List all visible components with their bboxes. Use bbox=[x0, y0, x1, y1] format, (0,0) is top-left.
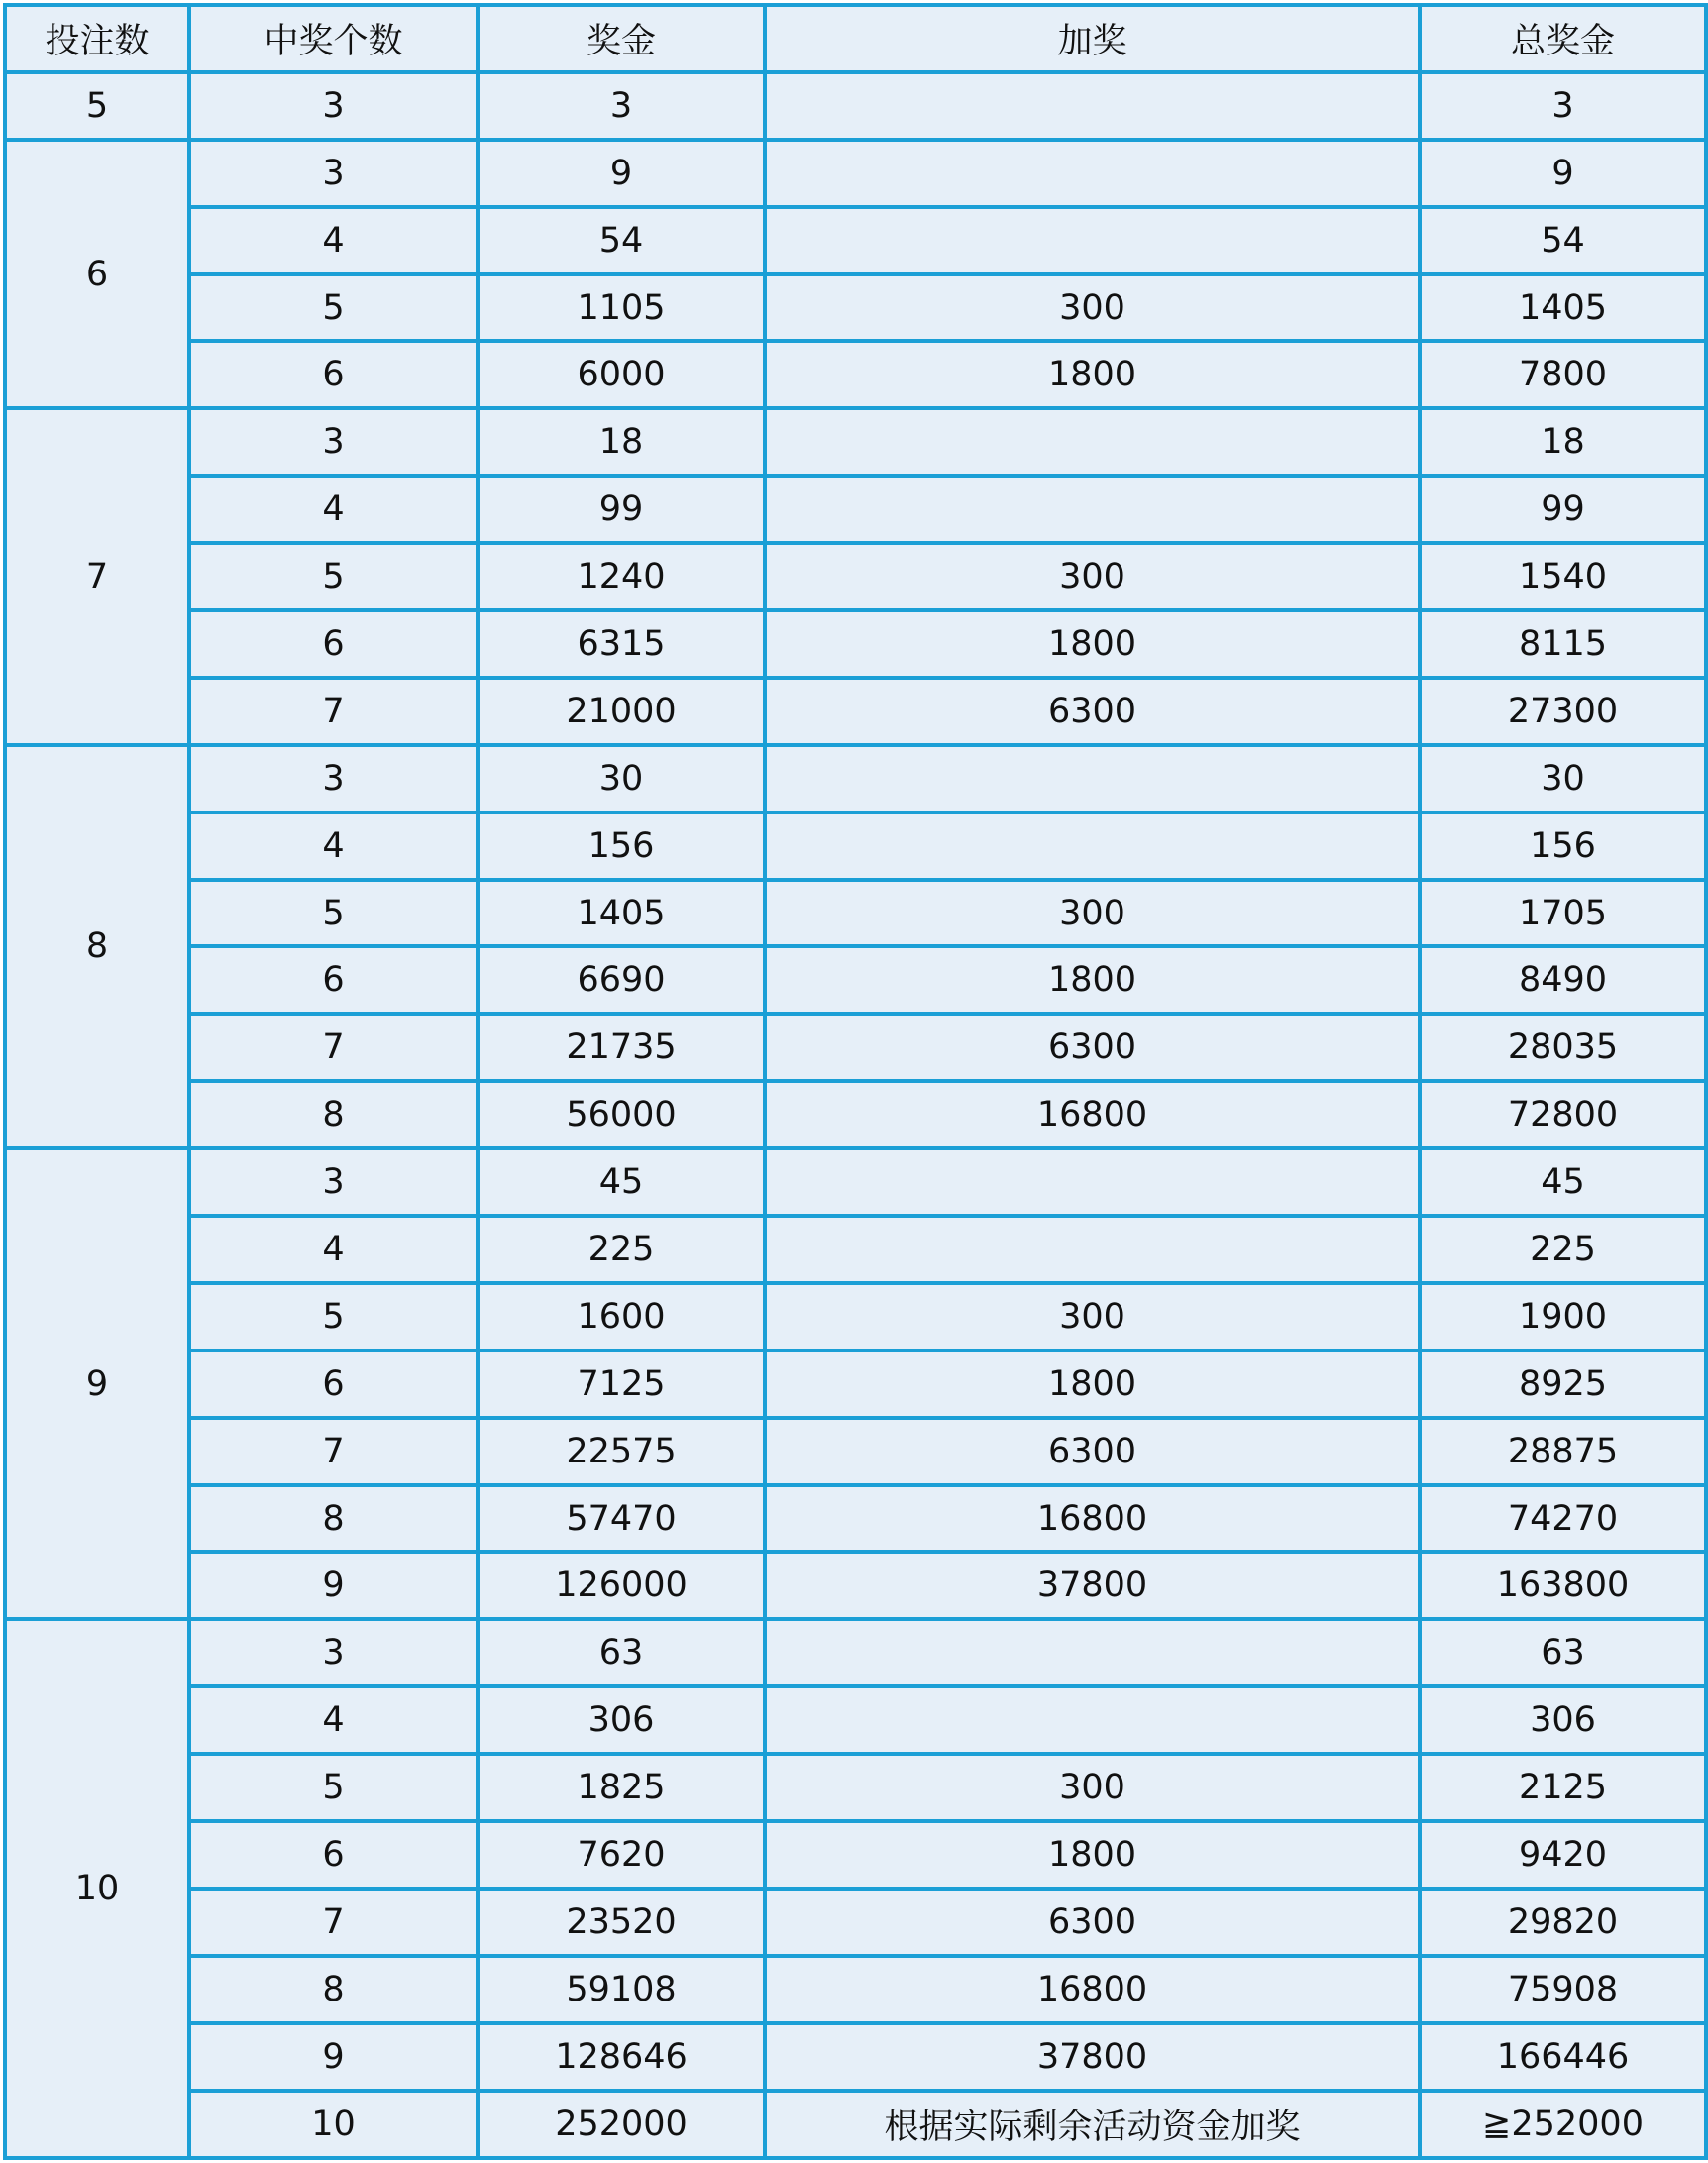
table-row bbox=[5, 1216, 1706, 1283]
total-cell: 29820 bbox=[1420, 1889, 1706, 1956]
prize-cell: 252000 bbox=[478, 2091, 765, 2158]
total-cell: 45 bbox=[1420, 1148, 1706, 1216]
prize-cell: 56000 bbox=[478, 1081, 765, 1148]
prize-cell: 1825 bbox=[478, 1754, 765, 1821]
bonus-cell: 根据实际剩余活动资金加奖 bbox=[765, 2091, 1420, 2158]
table-body bbox=[5, 72, 1706, 2158]
bonus-cell bbox=[765, 140, 1420, 207]
prize-cell: 128646 bbox=[478, 2023, 765, 2091]
bonus-cell: 1800 bbox=[765, 1351, 1420, 1418]
hits-cell: 9 bbox=[189, 2023, 478, 2091]
prize-cell: 45 bbox=[478, 1148, 765, 1216]
bets-cell: 9 bbox=[5, 1148, 189, 1619]
total-cell: 8925 bbox=[1420, 1351, 1706, 1418]
hits-cell: 3 bbox=[189, 1148, 478, 1216]
table-row bbox=[5, 207, 1706, 274]
prize-cell: 7125 bbox=[478, 1351, 765, 1418]
table-row bbox=[5, 1956, 1706, 2023]
hits-cell: 4 bbox=[189, 1686, 478, 1754]
hits-cell: 4 bbox=[189, 476, 478, 543]
prize-cell: 21000 bbox=[478, 678, 765, 745]
prize-cell: 1600 bbox=[478, 1283, 765, 1351]
total-cell: 1540 bbox=[1420, 543, 1706, 610]
hits-cell: 5 bbox=[189, 274, 478, 342]
prize-cell: 3 bbox=[478, 72, 765, 140]
total-cell: 18 bbox=[1420, 408, 1706, 476]
table-row bbox=[5, 1552, 1706, 1619]
hits-cell: 6 bbox=[189, 1351, 478, 1418]
bets-cell: 7 bbox=[5, 408, 189, 744]
hits-cell: 3 bbox=[189, 745, 478, 812]
hits-cell: 6 bbox=[189, 946, 478, 1014]
prize-cell: 57470 bbox=[478, 1485, 765, 1553]
prize-cell: 18 bbox=[478, 408, 765, 476]
bonus-cell bbox=[765, 745, 1420, 812]
prize-cell: 6690 bbox=[478, 946, 765, 1014]
hits-cell: 3 bbox=[189, 140, 478, 207]
bonus-cell: 16800 bbox=[765, 1956, 1420, 2023]
total-cell: 166446 bbox=[1420, 2023, 1706, 2091]
total-cell: 225 bbox=[1420, 1216, 1706, 1283]
table-row bbox=[5, 1081, 1706, 1148]
hits-cell: 8 bbox=[189, 1485, 478, 1553]
table-row bbox=[5, 745, 1706, 812]
bonus-cell bbox=[765, 1686, 1420, 1754]
prize-cell: 30 bbox=[478, 745, 765, 812]
hits-cell: 3 bbox=[189, 1619, 478, 1686]
bonus-cell: 300 bbox=[765, 1754, 1420, 1821]
prize-cell: 99 bbox=[478, 476, 765, 543]
table-row bbox=[5, 812, 1706, 880]
table-row bbox=[5, 1418, 1706, 1485]
total-cell: 54 bbox=[1420, 207, 1706, 274]
header-total: 总奖金 bbox=[1420, 5, 1706, 72]
hits-cell: 6 bbox=[189, 341, 478, 408]
bonus-cell bbox=[765, 476, 1420, 543]
table-row bbox=[5, 946, 1706, 1014]
hits-cell: 3 bbox=[189, 72, 478, 140]
hits-cell: 10 bbox=[189, 2091, 478, 2158]
total-cell: 3 bbox=[1420, 72, 1706, 140]
bonus-cell: 300 bbox=[765, 1283, 1420, 1351]
table-row bbox=[5, 1821, 1706, 1889]
bonus-cell: 300 bbox=[765, 880, 1420, 947]
total-cell: 156 bbox=[1420, 812, 1706, 880]
total-cell: 75908 bbox=[1420, 1956, 1706, 2023]
table-row bbox=[5, 341, 1706, 408]
prize-cell: 6000 bbox=[478, 341, 765, 408]
hits-cell: 5 bbox=[189, 880, 478, 947]
hits-cell: 3 bbox=[189, 408, 478, 476]
table-row bbox=[5, 1754, 1706, 1821]
total-cell: 1405 bbox=[1420, 274, 1706, 342]
table-row bbox=[5, 2091, 1706, 2158]
bonus-cell: 6300 bbox=[765, 1889, 1420, 1956]
hits-cell: 5 bbox=[189, 543, 478, 610]
hits-cell: 8 bbox=[189, 1956, 478, 2023]
bonus-cell: 6300 bbox=[765, 678, 1420, 745]
total-cell: 72800 bbox=[1420, 1081, 1706, 1148]
bonus-cell: 1800 bbox=[765, 1821, 1420, 1889]
header-row bbox=[5, 5, 1706, 72]
bonus-cell bbox=[765, 1216, 1420, 1283]
total-cell: 8115 bbox=[1420, 610, 1706, 678]
bonus-cell bbox=[765, 408, 1420, 476]
hits-cell: 4 bbox=[189, 812, 478, 880]
header-bets: 投注数 bbox=[5, 5, 189, 72]
hits-cell: 6 bbox=[189, 1821, 478, 1889]
total-cell: 28035 bbox=[1420, 1014, 1706, 1081]
table-row bbox=[5, 543, 1706, 610]
total-cell: 27300 bbox=[1420, 678, 1706, 745]
prize-cell: 225 bbox=[478, 1216, 765, 1283]
table-row bbox=[5, 1485, 1706, 1553]
total-cell: 7800 bbox=[1420, 341, 1706, 408]
prize-cell: 7620 bbox=[478, 1821, 765, 1889]
prize-cell: 1240 bbox=[478, 543, 765, 610]
prize-cell: 22575 bbox=[478, 1418, 765, 1485]
bonus-cell: 16800 bbox=[765, 1081, 1420, 1148]
prize-cell: 23520 bbox=[478, 1889, 765, 1956]
header-prize: 奖金 bbox=[478, 5, 765, 72]
total-cell: 9420 bbox=[1420, 1821, 1706, 1889]
hits-cell: 7 bbox=[189, 1418, 478, 1485]
prize-cell: 63 bbox=[478, 1619, 765, 1686]
bets-cell: 8 bbox=[5, 745, 189, 1148]
hits-cell: 4 bbox=[189, 207, 478, 274]
total-cell: 306 bbox=[1420, 1686, 1706, 1754]
header-bonus: 加奖 bbox=[765, 5, 1420, 72]
table-row bbox=[5, 1686, 1706, 1754]
total-cell: 63 bbox=[1420, 1619, 1706, 1686]
table-row bbox=[5, 1283, 1706, 1351]
bonus-cell: 37800 bbox=[765, 1552, 1420, 1619]
bonus-cell: 1800 bbox=[765, 610, 1420, 678]
bonus-cell bbox=[765, 72, 1420, 140]
total-cell: 1900 bbox=[1420, 1283, 1706, 1351]
table-row bbox=[5, 72, 1706, 140]
bonus-cell: 300 bbox=[765, 543, 1420, 610]
prize-cell: 6315 bbox=[478, 610, 765, 678]
table-row bbox=[5, 610, 1706, 678]
prize-table bbox=[3, 3, 1708, 2160]
bonus-cell bbox=[765, 207, 1420, 274]
total-cell: 30 bbox=[1420, 745, 1706, 812]
table-row bbox=[5, 476, 1706, 543]
table-row bbox=[5, 1014, 1706, 1081]
total-cell: 9 bbox=[1420, 140, 1706, 207]
prize-cell: 21735 bbox=[478, 1014, 765, 1081]
hits-cell: 7 bbox=[189, 1889, 478, 1956]
prize-cell: 306 bbox=[478, 1686, 765, 1754]
total-cell: 163800 bbox=[1420, 1552, 1706, 1619]
total-cell: 1705 bbox=[1420, 880, 1706, 947]
total-cell: 99 bbox=[1420, 476, 1706, 543]
header-hits: 中奖个数 bbox=[189, 5, 478, 72]
prize-cell: 9 bbox=[478, 140, 765, 207]
bonus-cell: 1800 bbox=[765, 946, 1420, 1014]
prize-cell: 156 bbox=[478, 812, 765, 880]
hits-cell: 5 bbox=[189, 1754, 478, 1821]
bonus-cell bbox=[765, 1619, 1420, 1686]
bonus-cell bbox=[765, 1148, 1420, 1216]
hits-cell: 6 bbox=[189, 610, 478, 678]
table-row bbox=[5, 880, 1706, 947]
table-row bbox=[5, 2023, 1706, 2091]
bonus-cell: 300 bbox=[765, 274, 1420, 342]
total-cell: 74270 bbox=[1420, 1485, 1706, 1553]
bonus-cell bbox=[765, 812, 1420, 880]
table-row bbox=[5, 408, 1706, 476]
bonus-cell: 1800 bbox=[765, 341, 1420, 408]
table-header bbox=[5, 5, 1706, 72]
bets-cell: 10 bbox=[5, 1619, 189, 2157]
total-cell: 28875 bbox=[1420, 1418, 1706, 1485]
bets-cell: 5 bbox=[5, 72, 189, 140]
bonus-cell: 6300 bbox=[765, 1418, 1420, 1485]
hits-cell: 8 bbox=[189, 1081, 478, 1148]
hits-cell: 9 bbox=[189, 1552, 478, 1619]
prize-cell: 54 bbox=[478, 207, 765, 274]
bets-cell: 6 bbox=[5, 140, 189, 409]
hits-cell: 7 bbox=[189, 1014, 478, 1081]
total-cell: ≧252000 bbox=[1420, 2091, 1706, 2158]
table-row bbox=[5, 678, 1706, 745]
bonus-cell: 37800 bbox=[765, 2023, 1420, 2091]
table-row bbox=[5, 1351, 1706, 1418]
prize-cell: 1405 bbox=[478, 880, 765, 947]
prize-cell: 126000 bbox=[478, 1552, 765, 1619]
prize-cell: 1105 bbox=[478, 274, 765, 342]
prize-cell: 59108 bbox=[478, 1956, 765, 2023]
table-row bbox=[5, 1148, 1706, 1216]
table-row bbox=[5, 140, 1706, 207]
bonus-cell: 6300 bbox=[765, 1014, 1420, 1081]
total-cell: 8490 bbox=[1420, 946, 1706, 1014]
total-cell: 2125 bbox=[1420, 1754, 1706, 1821]
hits-cell: 5 bbox=[189, 1283, 478, 1351]
hits-cell: 4 bbox=[189, 1216, 478, 1283]
hits-cell: 7 bbox=[189, 678, 478, 745]
table-row bbox=[5, 1619, 1706, 1686]
table-row bbox=[5, 274, 1706, 342]
bonus-cell: 16800 bbox=[765, 1485, 1420, 1553]
table-row bbox=[5, 1889, 1706, 1956]
